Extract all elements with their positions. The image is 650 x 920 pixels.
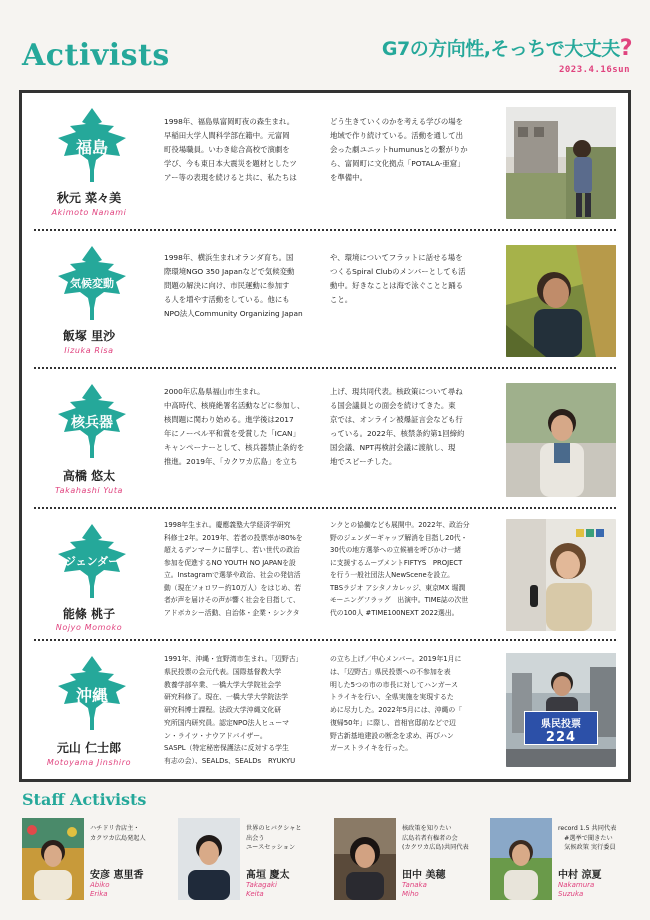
vote-sign — [524, 711, 598, 745]
staff-romaji: Abiko Erika — [90, 881, 110, 899]
staff-photo — [178, 818, 240, 900]
maple-leaf-badge — [56, 382, 128, 458]
event-title — [382, 34, 632, 61]
maple-leaf-badge — [56, 654, 128, 730]
bio-right: ンクとの協働なども展開中。2022年、政治分 野のジェンダーギャップ解消を目指し20代・ 30代の地方選挙への立候補を呼びかけ一緒 に支援するムーブメントFIFTYS PROJECT を行う一般社団法人NewSceneを設立。 TBSラジオ アシタノカレッジ、東京MX 堀潤 モーニングフラッグ 出演中。TIME誌の次世 代の100人 #TIME100NEXT 2022選出。 — [330, 521, 470, 617]
leaf-label: 核兵器 — [71, 415, 113, 431]
staff-romaji: Takagaki Keita — [246, 881, 277, 899]
activist-entry-okinawa — [22, 641, 628, 781]
event-title-mark: ? — [619, 36, 632, 61]
staff-photo — [490, 818, 552, 900]
staff-romaji: Tanaka Miho — [402, 881, 427, 899]
activist-entry-fukushima — [22, 93, 628, 229]
leaf-label: ジェンダー — [64, 555, 120, 568]
staff-name: 田中 美穂 — [402, 870, 446, 881]
bio-left: 1998年、福島県富岡町夜の森生まれ。 早稲田大学人間科学部在籍中。元富岡 町役場職員。いわき総合高校で演劇を 学び、今も東日本大震災を題材としたツ アー等の表現を続けると共に、私たちは — [164, 117, 297, 183]
bio-left: 1998年、横浜生まれオランダ育ち。国 際環境NGO 350 Japanなどで気候変動 問題の解決に向け、市民運動に参加す る人を増やす活動をしている。他にも NPO法人Community Organizing Japan — [164, 253, 303, 319]
activist-name: 高橋 悠太 — [62, 469, 116, 483]
activist-romaji: Nojyo Momoko — [55, 623, 123, 632]
activist-name: 飯塚 里沙 — [62, 329, 116, 343]
event-title-main: G7の方向性,そっちで大丈夫 — [381, 38, 620, 60]
leaf-label: 沖縄 — [75, 686, 108, 705]
staff-romaji: Nakamura Suzuka — [558, 881, 595, 899]
staff-role: record 1.5 共同代表 #選挙で聞きたい 気候政策 実行委員 — [558, 825, 617, 852]
staff-name: 髙垣 慶太 — [246, 870, 290, 881]
page-title: Activists — [22, 38, 170, 73]
activist-entry-nuclear — [22, 369, 628, 507]
staff-card — [22, 818, 172, 908]
bio-left: 1991年、沖縄・宜野湾市生まれ。「辺野古」 県民投票の会元代表。国際基督教大学 教養学部卒業、一橋大学大学院社会学 研究科修了。現在、一橋大学大学院法学 研究科博士課程。法政大学沖縄文化研 究所国内研究員。認定NPO法人ヒューマ ン・ライツ・ナウアドバイザー。 SASPL（特定秘密保護法に反対する学生 有志の会）、SEALDs、SEALDs RYUKYU — [164, 655, 303, 766]
activist-name: 元山 仁士郎 — [56, 741, 122, 755]
staff-role: 核政策を知りたい 広島若者有権者の会 (カクワカ広島)共同代表 — [402, 825, 469, 852]
activist-photo — [506, 107, 616, 219]
activist-romaji: Motoyama Jinshiro — [46, 758, 132, 767]
maple-leaf-badge — [56, 106, 128, 182]
leaf-label: 気候変動 — [70, 277, 114, 290]
event-date: 2023.4.16sun — [558, 65, 630, 75]
bio-right: どう生きていくのかを考える学びの場を 地域で作り続けている。活動を通して出 会った劇ユニットhumunusとの繋がりか ら、富岡町に文化拠点「POTALA-亜窟」 を準備中。 — [330, 117, 468, 183]
activist-entry-gender — [22, 509, 628, 639]
activist-photo — [506, 383, 616, 497]
staff-card — [334, 818, 484, 908]
staff-name: 安彦 恵里香 — [90, 870, 144, 881]
staff-photo — [334, 818, 396, 900]
activist-name: 能條 桃子 — [62, 607, 116, 621]
activist-entry-climate — [22, 231, 628, 367]
bio-right: や、環境についてフラットに話せる場を つくるSpiral Clubのメンバーとしても活 動中。好きなことは海で泳ぐことと踊る こと。 — [330, 253, 466, 305]
staff-card — [490, 818, 640, 908]
activist-romaji: Akimoto Nanami — [51, 208, 127, 217]
bio-right: 上げ、現共同代表。核政策について尋ね る国会議員との面会を続けてきた。東 京では、オンライン被爆証言会なども行 っている。2022年、核禁条約第1回締約 国会議、NPT再検討会議に渡航し、現 地でスピーチした。 — [330, 387, 465, 467]
staff-role: 世界のヒバクシャと 出会う ユースセッション — [246, 825, 302, 852]
bio-right: の立ち上げ／中心メンバー。2019年1月に は、「辺野古」県民投票への不参加を表 明した5つの市の市長に対してハンガース トライキを行い、全県実施を実現するた めに尽力した。2022年5月には、沖縄の「 復帰50年」に際し、首相官邸前などで辺 野古新基地建設の断念を求め、再びハン ガーストライキを行った。 — [330, 655, 463, 753]
leaf-label: 福島 — [75, 138, 108, 157]
activist-romaji: Takahashi Yuta — [54, 486, 124, 495]
vote-sign-line2: 224 — [545, 730, 577, 745]
staff-photo — [22, 818, 84, 900]
activist-photo — [506, 653, 616, 767]
activist-romaji: Iizuka Risa — [64, 346, 114, 355]
page-header — [0, 0, 650, 88]
staff-card — [178, 818, 328, 908]
staff-name: 中村 涼夏 — [558, 870, 602, 881]
maple-leaf-badge — [56, 244, 128, 320]
activist-photo — [506, 519, 616, 631]
activist-name: 秋元 菜々美 — [56, 191, 122, 205]
bio-left: 1998年生まれ。慶應義塾大学経済学研究 科修士2年。2019年、若者の投票率が80%を 超えるデンマークに留学し、若い世代の政治 参加を促進するNO YOUTH NO JAPANを設 立。Instagramで選挙や政治、社会の発信活 動（現在フォロワー約10万人）をはじめ、若 者が声を届けその声が響く社会を目指して、 アドボカシー活動、自治体・企業・シンクタ — [164, 521, 303, 617]
vote-sign-line1: 県民投票 — [541, 719, 581, 730]
activists-frame — [19, 90, 631, 782]
staff-role: ハチドリ舎店主・ カクワカ広島発起人 — [90, 825, 146, 842]
bio-left: 2000年広島県福山市生まれ。 中高時代、核廃絶署名活動などに参加し、 核問題に関わり始める。進学後は2017 年にノーベル平和賞を受賞した「ICAN」 キャンペーナーとして、核兵器禁止条約を 推進。2019年、「カクワカ広島」を立ち — [164, 387, 305, 467]
activist-photo — [506, 245, 616, 357]
staff-section-title: Staff Activists — [22, 790, 147, 809]
maple-leaf-badge — [56, 522, 128, 598]
